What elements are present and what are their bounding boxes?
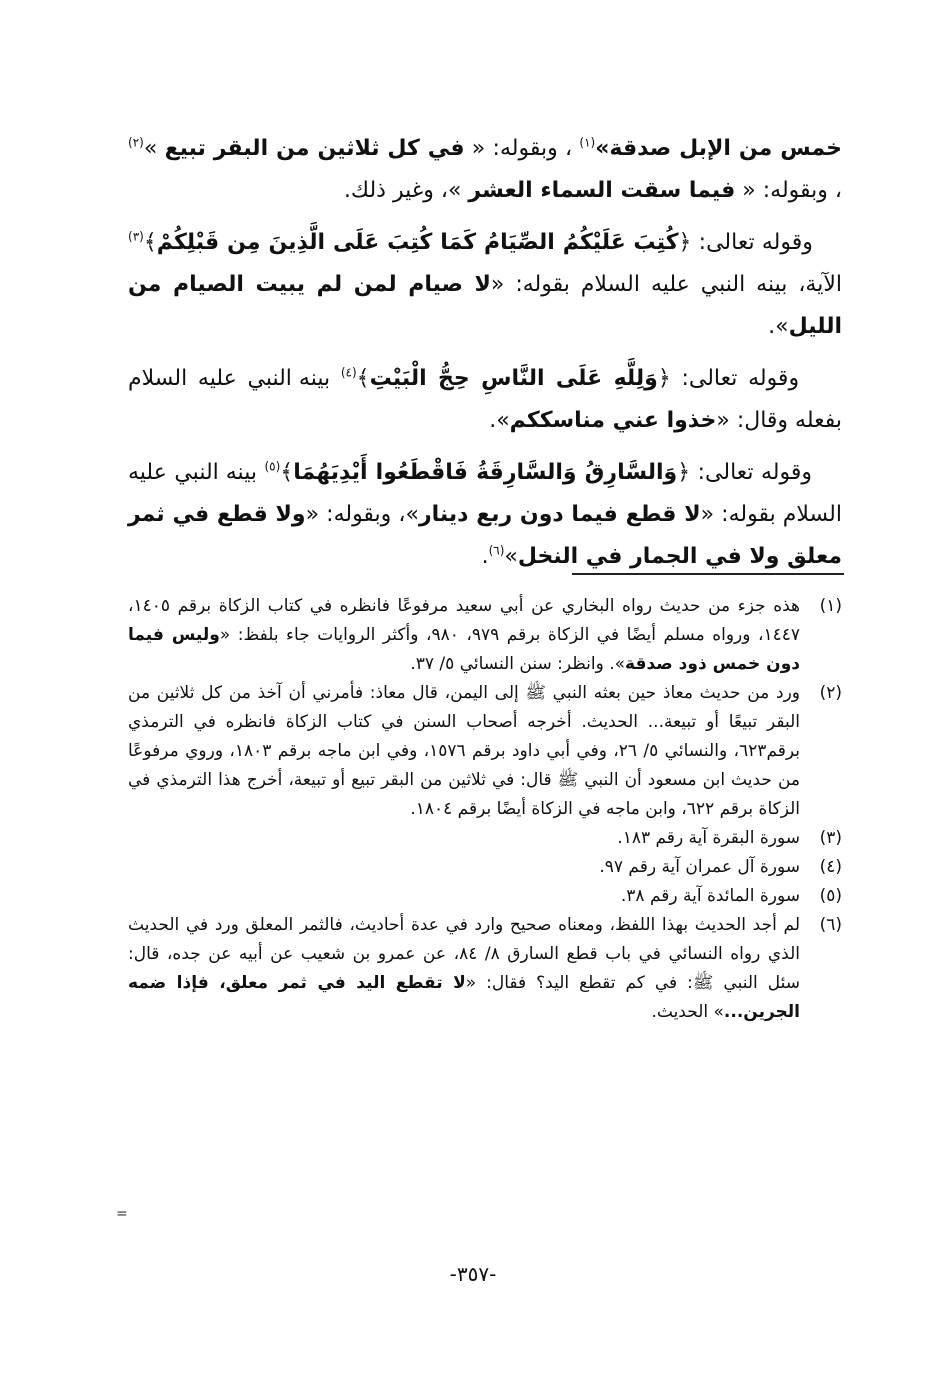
footnote-number: (٢) — [819, 683, 842, 703]
hadith-quote: خمس من الإبل صدقة» — [595, 136, 842, 161]
footnote-2 — [128, 679, 842, 824]
hadith-quote: خذوا عني مناسككم — [509, 408, 717, 433]
footnote-separator — [572, 573, 844, 575]
quran-verse: كُتِبَ عَلَيْكُمُ الصِّيَامُ كَمَا كُتِبَ عَلَى الَّذِينَ مِن قَبْلِكُمْ — [156, 230, 679, 255]
main-text — [128, 128, 842, 588]
footnotes — [128, 592, 842, 1027]
footnote-ref[interactable]: (٦) — [488, 543, 505, 558]
footnote-6 — [128, 911, 842, 1027]
quran-verse: وَلِلَّهِ عَلَى النَّاسِ حِجُّ الْبَيْتِ — [369, 366, 658, 391]
footnote-text: سورة المائدة آية رقم ٣٨. — [620, 886, 800, 906]
footnote-number: (٤) — [819, 857, 842, 877]
footnote-4 — [128, 853, 842, 882]
footnote-ref[interactable]: (١) — [579, 135, 596, 150]
paragraph-4: وقوله تعالى: ﴿وَالسَّارِقُ وَالسَّارِقَةُ فَاقْطَعُوا أَيْدِيَهُمَا﴾$^{(٥)}$ بينه النبي عليه السلام بقوله: «لا قطع فيما دون ربع دينار»، وبقوله: «ولا قطع في ثمر معلق ولا في الجمار في النخل»$^{(٦)}$. — [128, 459, 842, 569]
page-number: -٣٥٧- — [449, 1262, 497, 1286]
footnote-5 — [128, 882, 842, 911]
footnote-ref[interactable]: (٥) — [264, 459, 281, 474]
footnote-text: لم أجد الحديث بهذا اللفظ، ومعناه صحيح وارد في عدة أحاديث، فالثمر المعلق ورد في الحديث الذي رواه النسائي في باب قطع السارق ٨/ ٨٤، عن عمرو بن شعيب عن أبيه عن جده، قال: سئل النبي ﷺ: في كم تقطع اليد؟ فقال: «لا تقطع اليد في ثمر معلق، فإذا ضمه الجرين...» الحديث. — [128, 915, 801, 1022]
footnote-text: سورة آل عمران آية رقم ٩٧. — [599, 857, 800, 877]
footnote-number: (٥) — [819, 886, 842, 906]
hadith-quote: فيما سقت السماء العشر — [468, 178, 736, 203]
footnote-text: ورد من حديث معاذ حين بعثه النبي ﷺ إلى اليمن، قال معاذ: فأمرني أن آخذ من كل ثلاثين من البقر تبيعًا أو تبيعة... الحديث. أخرجه أصحاب السنن في كتاب الزكاة فانظره في الترمذي برقم٦٢٣، والنسائي ٥/ ٢٦، وفي أبي داود برقم ١٥٧٦، وفي ابن ماجه برقم ١٨٠٣، وروي مرفوعًا من حديث ابن مسعود أن النبي ﷺ قال: في ثلاثين من البقر تبيع أو تبيعة، أخرج هذا الترمذي في الزكاة برقم ٦٢٢، وابن ماجه في الزكاة أيضًا برقم ١٨٠٤. — [128, 683, 800, 819]
hadith-quote: في كل ثلاثين من البقر تبيع — [164, 136, 465, 161]
footnote-number: (٦) — [819, 915, 842, 935]
footnote-ref[interactable]: (٤) — [340, 365, 357, 380]
footnote-text: سورة البقرة آية رقم ١٨٣. — [617, 828, 800, 848]
footnote-ref[interactable]: (٣) — [128, 229, 144, 244]
paragraph-2: وقوله تعالى: ﴿كُتِبَ عَلَيْكُمُ الصِّيَامُ كَمَا كُتِبَ عَلَى الَّذِينَ مِن قَبْلِكُمْ﴾$^{(٣)}$ الآية، بينه النبي عليه السلام بقوله: «لا صيام لمن لم يبيت الصيام من الليل». — [128, 229, 842, 339]
paragraph-1: خمس من الإبل صدقة»$^{(١)}$ ، وبقوله: « في كل ثلاثين من البقر تبيع »$^{(٢)}$ ، وبقوله: « فيما سقت السماء العشر »، وغير ذلك. — [128, 135, 842, 203]
paragraph-3: وقوله تعالى: ﴿وَلِلَّهِ عَلَى النَّاسِ حِجُّ الْبَيْتِ﴾$^{(٤)}$ بينه النبي عليه السلام بفعله وقال: «خذوا عني مناسككم». — [128, 365, 842, 433]
footnote-number: (١) — [819, 596, 842, 616]
footnote-text: هذه جزء من حديث رواه البخاري عن أبي سعيد مرفوعًا فانظره في كتاب الزكاة برقم ١٤٠٥، ١٤٤٧، ورواه مسلم أيضًا في الزكاة برقم ٩٧٩، ٩٨٠، وأكثر الروايات جاء بلفظ: «وليس فيما دون خمس ذود صدقة». وانظر: سنن النسائي ٥/ ٣٧. — [128, 596, 801, 674]
hadith-quote: لا صيام لمن لم يبيت الصيام من الليل — [128, 272, 842, 339]
footnote-1 — [128, 592, 842, 679]
hadith-quote: ولا قطع في ثمر معلق ولا في الجمار في النخل — [128, 502, 842, 569]
hadith-quote: لا قطع فيما دون ربع دينار — [418, 502, 701, 527]
footnote-3 — [128, 824, 842, 853]
footnote-ref[interactable]: (٢) — [128, 135, 144, 150]
margin-mark: = — [116, 1206, 128, 1222]
footnote-number: (٣) — [819, 828, 842, 848]
quran-verse: وَالسَّارِقُ وَالسَّارِقَةُ فَاقْطَعُوا أَيْدِيَهُمَا — [293, 460, 678, 485]
